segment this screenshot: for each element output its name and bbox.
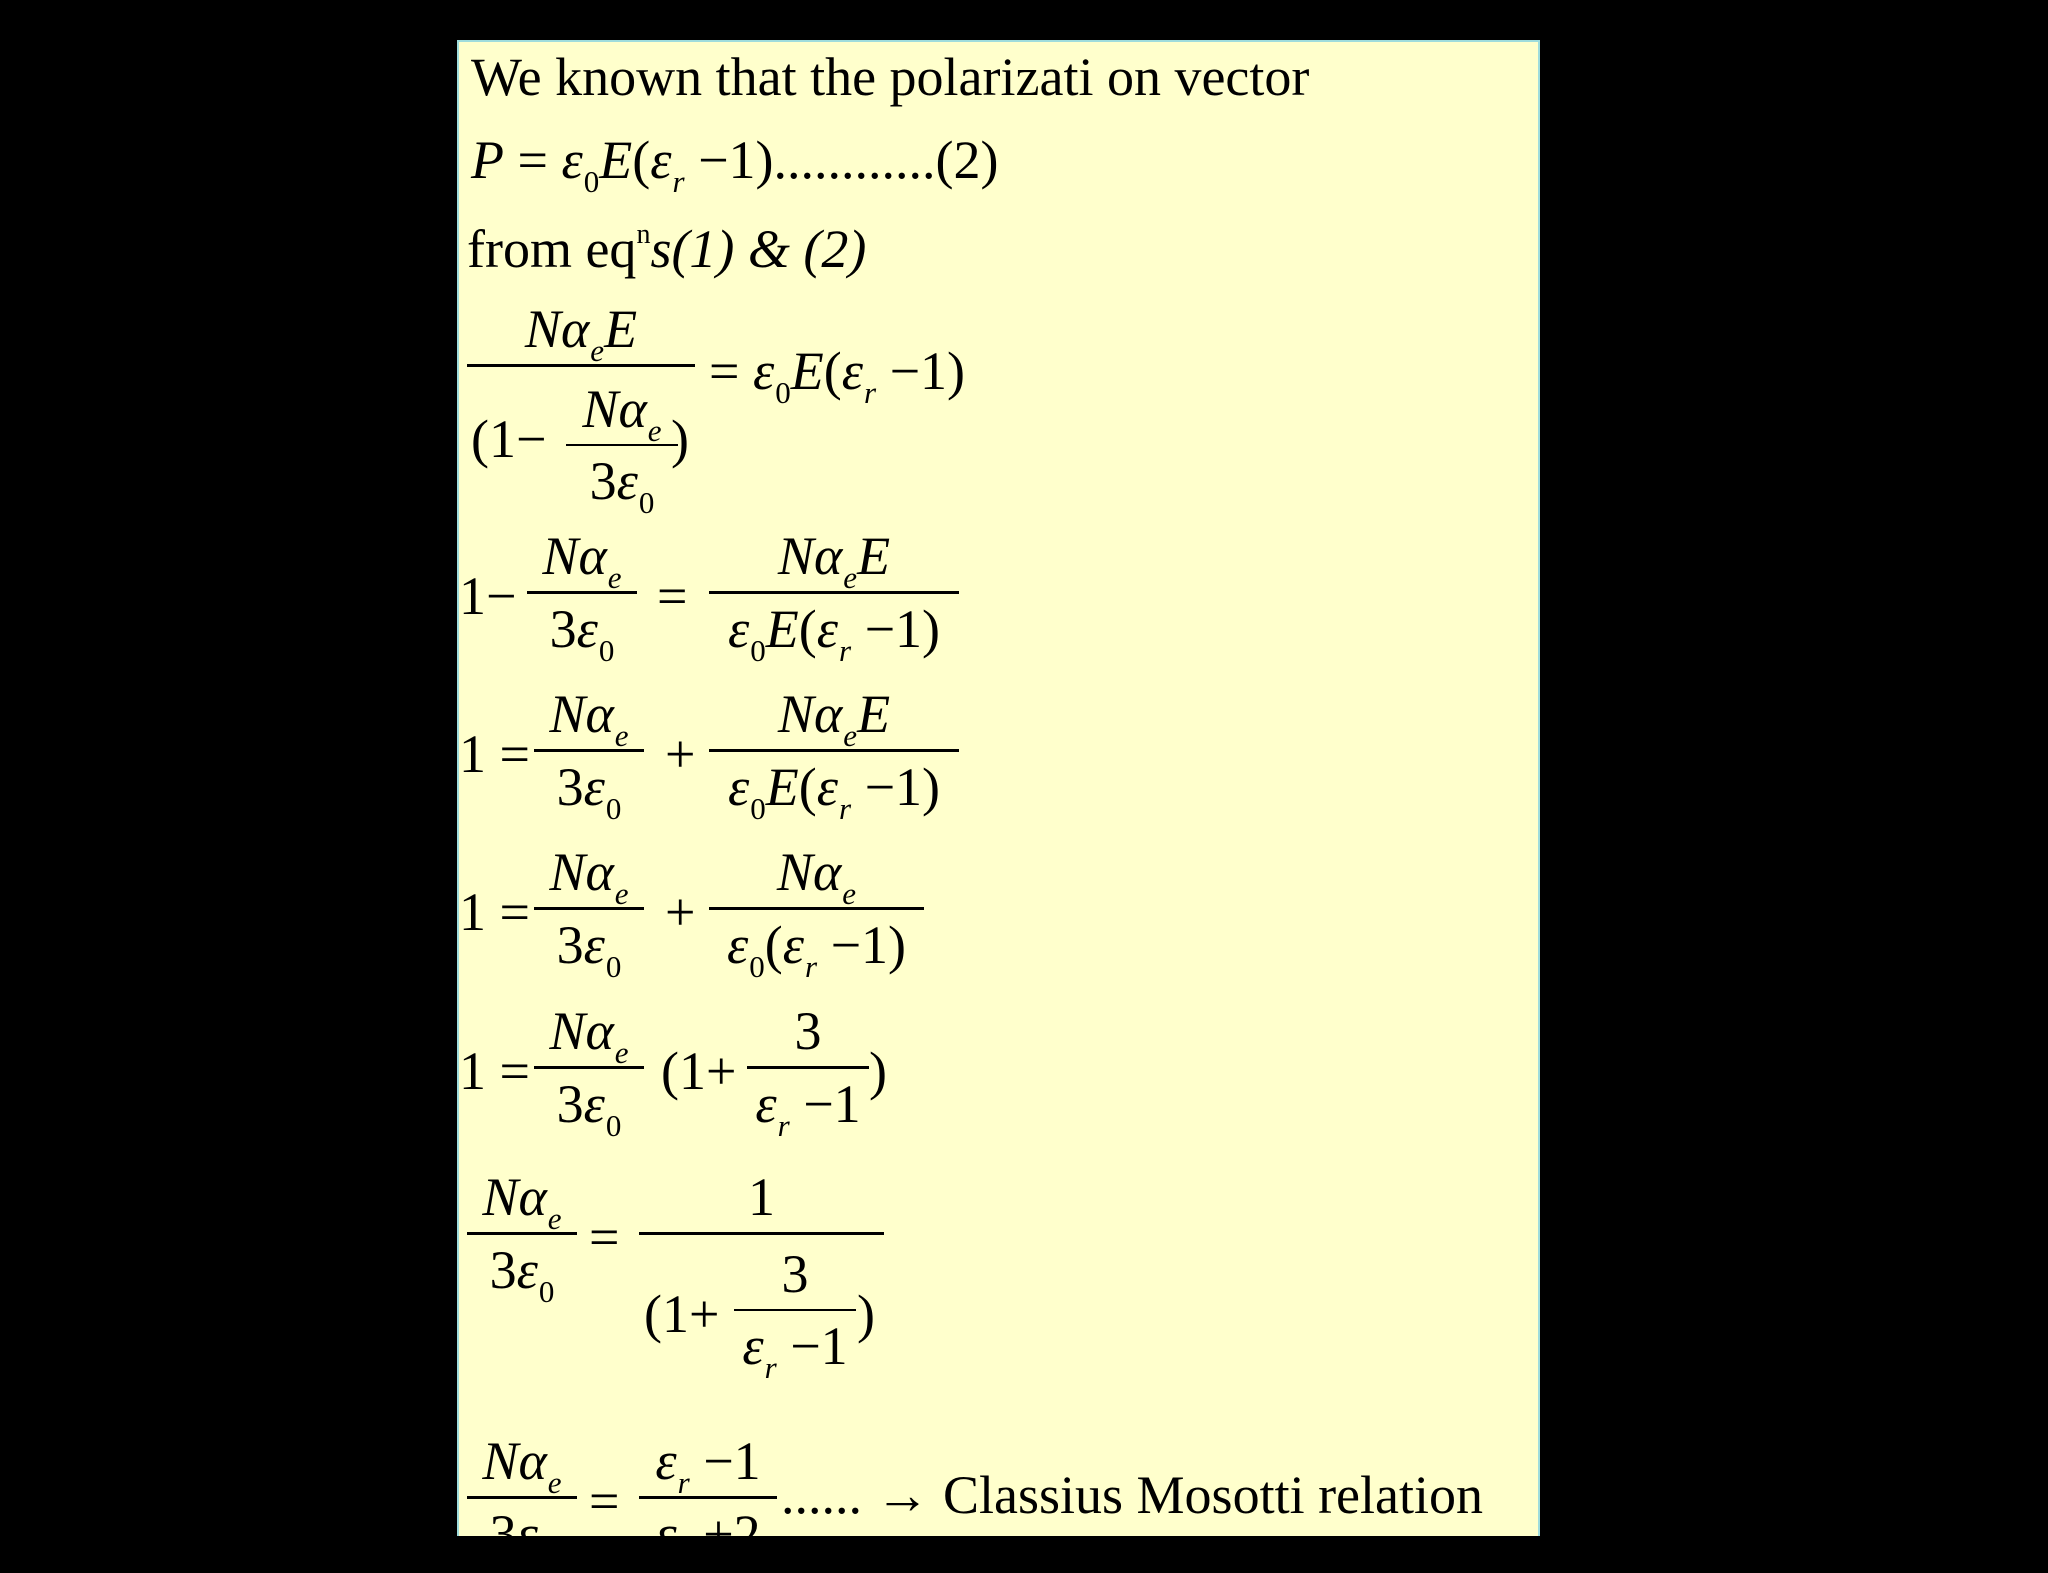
slide-content: We known that the polarizati on vector $P = \varepsilon_0E(\varepsilon_r -1)............(2)$ from $eq^ns(1)$ & (2) $N\alpha_eE$ (1− $N\alpha_e$ $3\varepsilon_0$ ) = $\varepsilon_0E(\varepsilon_r -1)$ 1− $N\alpha_e$ $3\varepsilon_0$ = $N\alpha_eE$ $\varepsilon_0E(\varepsilon_r -1)$ 1 = $N\alpha_e$ $3\varepsilon_0$ + $N\alpha_eE$ $\varepsilon_0E(\varepsilon_r -1)$ 1 = $N\alpha_e$ $3\varepsilon_0$ + $N\alpha_e$ $\varepsilon_0(\varepsilon_r -1)$ 1 = $N\alpha_e$ $3\varepsilon_0$ (1+ 3 $\varepsilon_r -1$ ) $N\alpha_e$ $3\varepsilon_0$ = 1 (1+ 3 $\varepsilon_r -1$ ) $N\alpha_e$ $3\varepsilon_0$ = $\varepsilon_r -1$ $\varepsilon_r +2$ ...... → Classius Mosotti relation bbox=[457, 40, 1540, 1536]
polarization-text: We known that the polarizati on vector bbox=[471, 47, 1310, 107]
from-equations-text: from $eq^ns(1)$ & (2) bbox=[467, 219, 867, 279]
equation-2: $P = \varepsilon_0E(\varepsilon_r -1)............(2)$ bbox=[471, 130, 999, 199]
relation-label: Classius Mosotti relation bbox=[943, 1465, 1483, 1525]
